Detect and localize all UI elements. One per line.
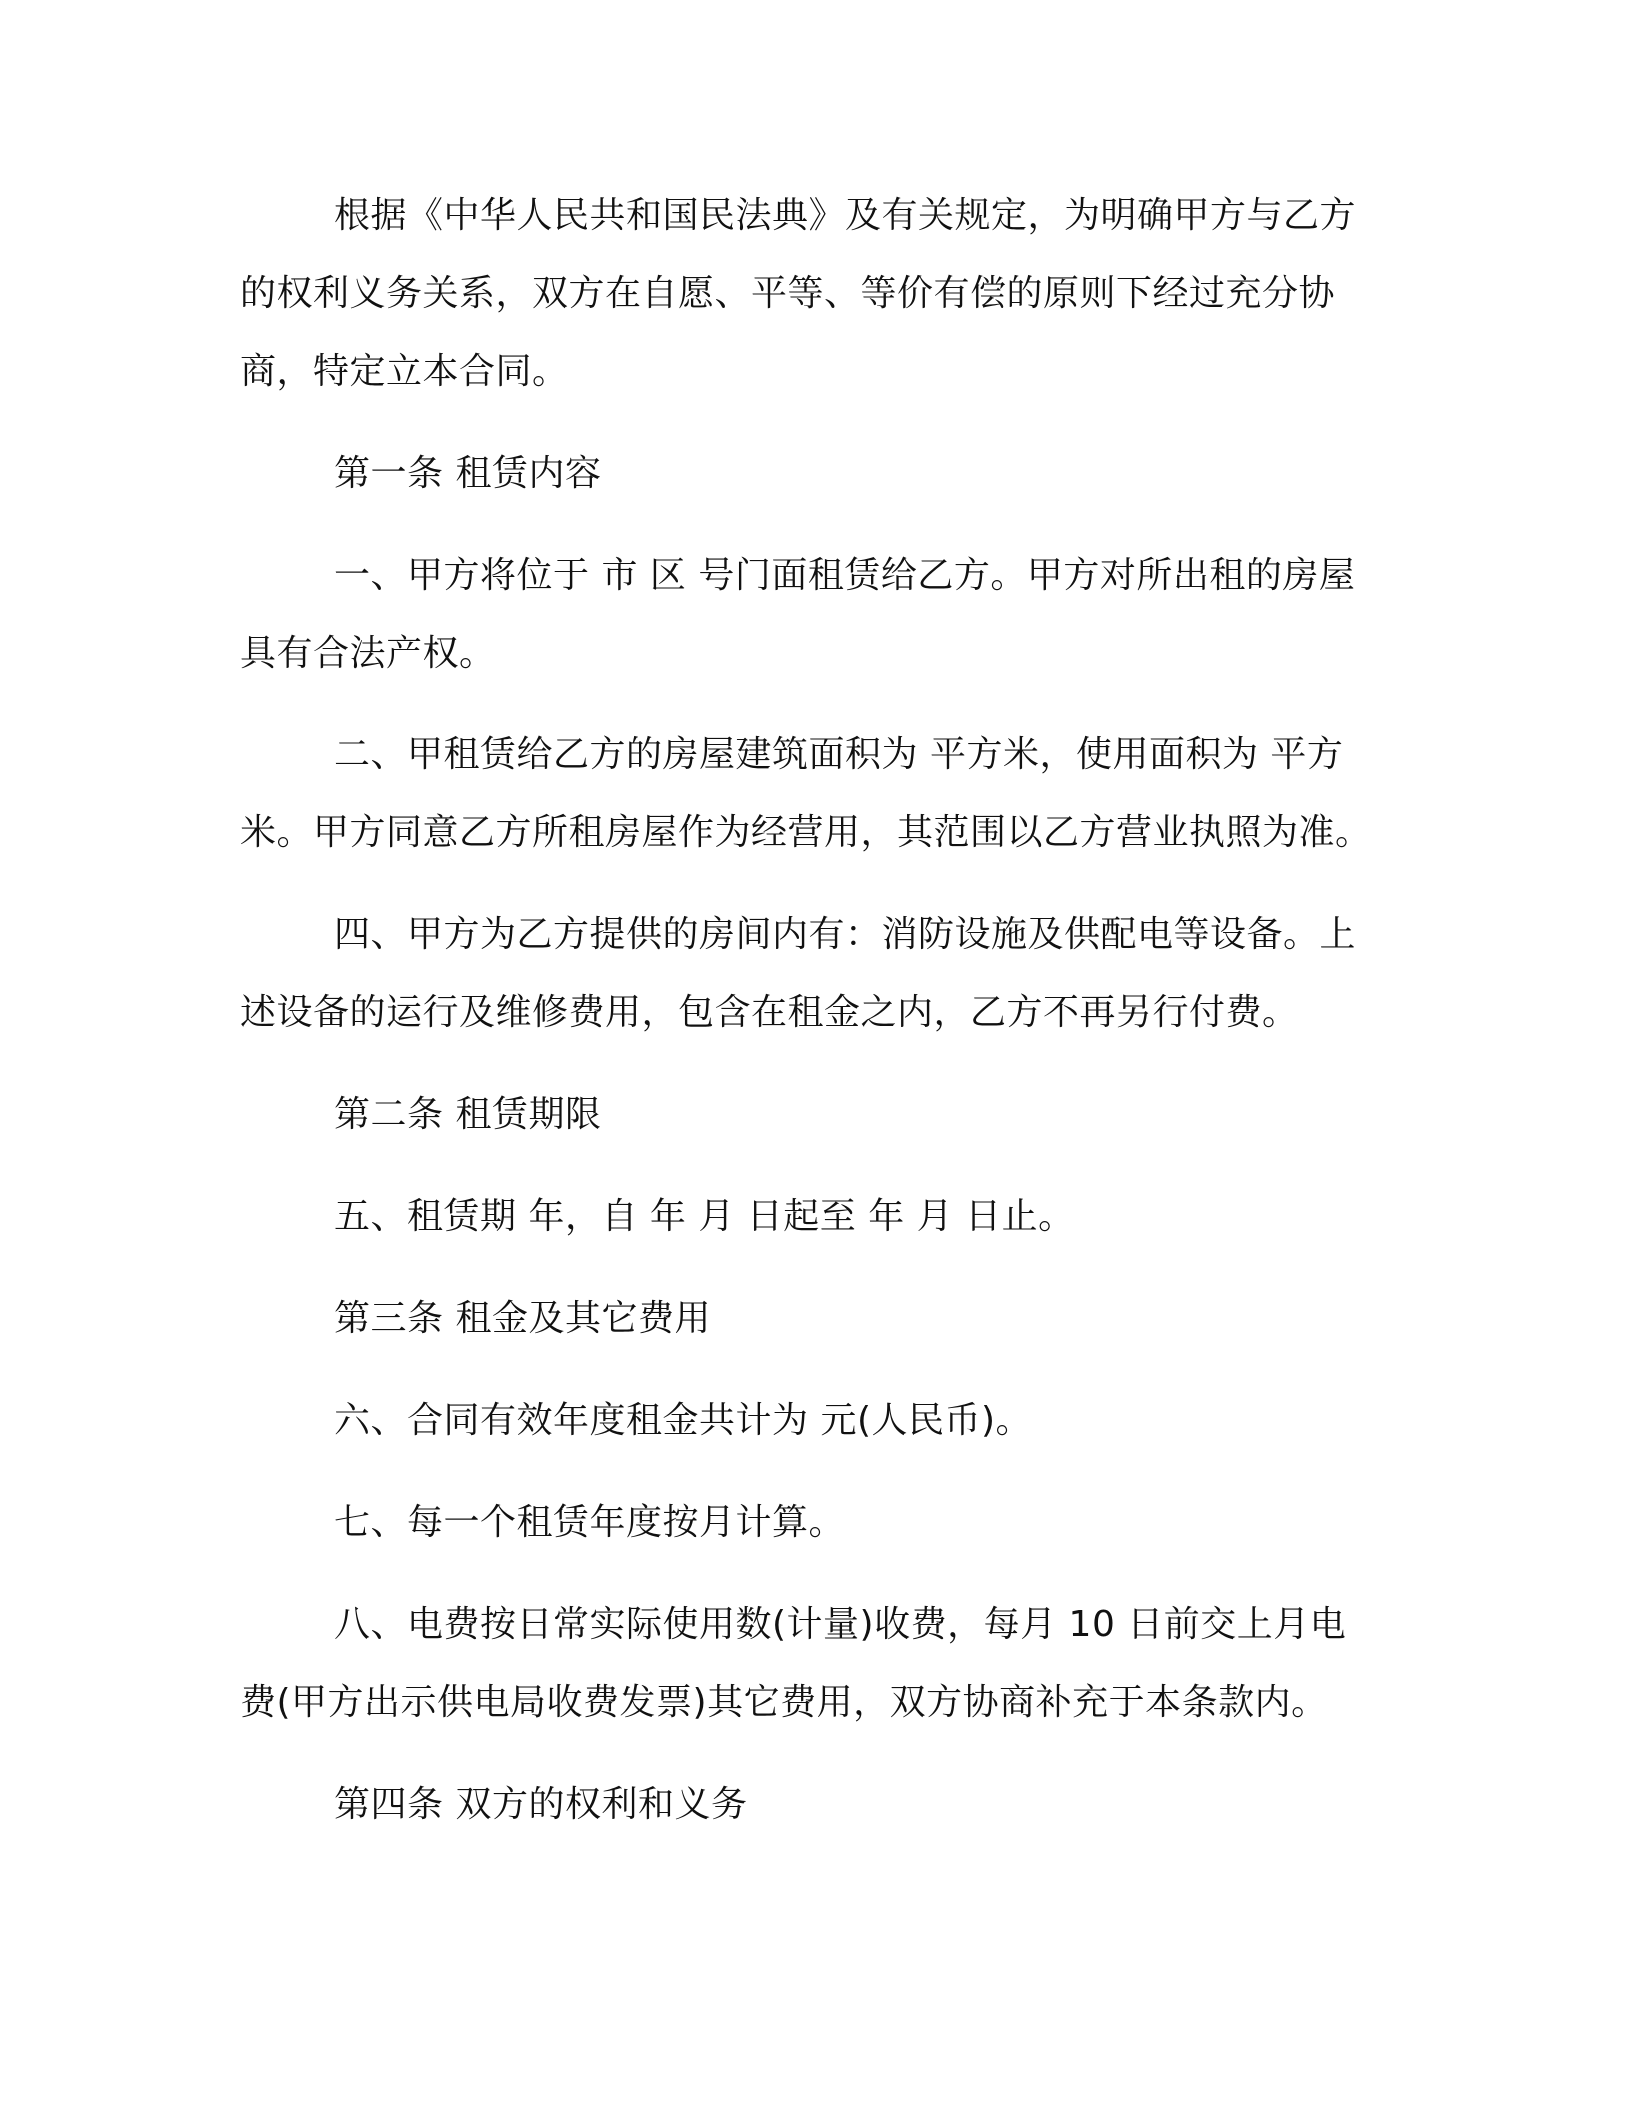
intro-line-3: 商，特定立本合同。 bbox=[240, 351, 569, 392]
clause-6-line-1: 六、合同有效年度租金共计为 元(人民币)。 bbox=[334, 1400, 1033, 1441]
clause-5-line-1: 五、租赁期 年，自 年 月 日起至 年 月 日止。 bbox=[334, 1196, 1075, 1237]
clause-1-line-2: 具有合法产权。 bbox=[240, 633, 496, 674]
clause-8-line-1: 八、电费按日常实际使用数(计量)收费，每月 10 日前交上月电 bbox=[334, 1604, 1347, 1645]
clause-4-line-1: 四、甲方为乙方提供的房间内有：消防设施及供配电等设备。上 bbox=[334, 914, 1357, 955]
clause-8-line-2: 费(甲方出示供电局收费发票)其它费用，双方协商补充于本条款内。 bbox=[240, 1682, 1328, 1723]
article-4-heading: 第四条 双方的权利和义务 bbox=[334, 1784, 748, 1825]
clause-2-line-2: 米。甲方同意乙方所租房屋作为经营用，其范围以乙方营业执照为准。 bbox=[240, 812, 1372, 853]
article-1-heading: 第一条 租赁内容 bbox=[334, 453, 602, 494]
intro-line-2: 的权利义务关系，双方在自愿、平等、等价有偿的原则下经过充分协 bbox=[240, 273, 1336, 314]
intro-line-1: 根据《中华人民共和国民法典》及有关规定，为明确甲方与乙方 bbox=[334, 195, 1357, 236]
clause-2-line-1: 二、甲租赁给乙方的房屋建筑面积为 平方米，使用面积为 平方 bbox=[334, 734, 1344, 775]
clause-7-line-1: 七、每一个租赁年度按月计算。 bbox=[334, 1502, 846, 1543]
article-3-heading: 第三条 租金及其它费用 bbox=[334, 1298, 711, 1339]
clause-1-line-1: 一、甲方将位于 市 区 号门面租赁给乙方。甲方对所出租的房屋 bbox=[334, 555, 1356, 596]
article-2-heading: 第二条 租赁期限 bbox=[334, 1094, 602, 1135]
clause-4-line-2: 述设备的运行及维修费用，包含在租金之内，乙方不再另行付费。 bbox=[240, 992, 1299, 1033]
